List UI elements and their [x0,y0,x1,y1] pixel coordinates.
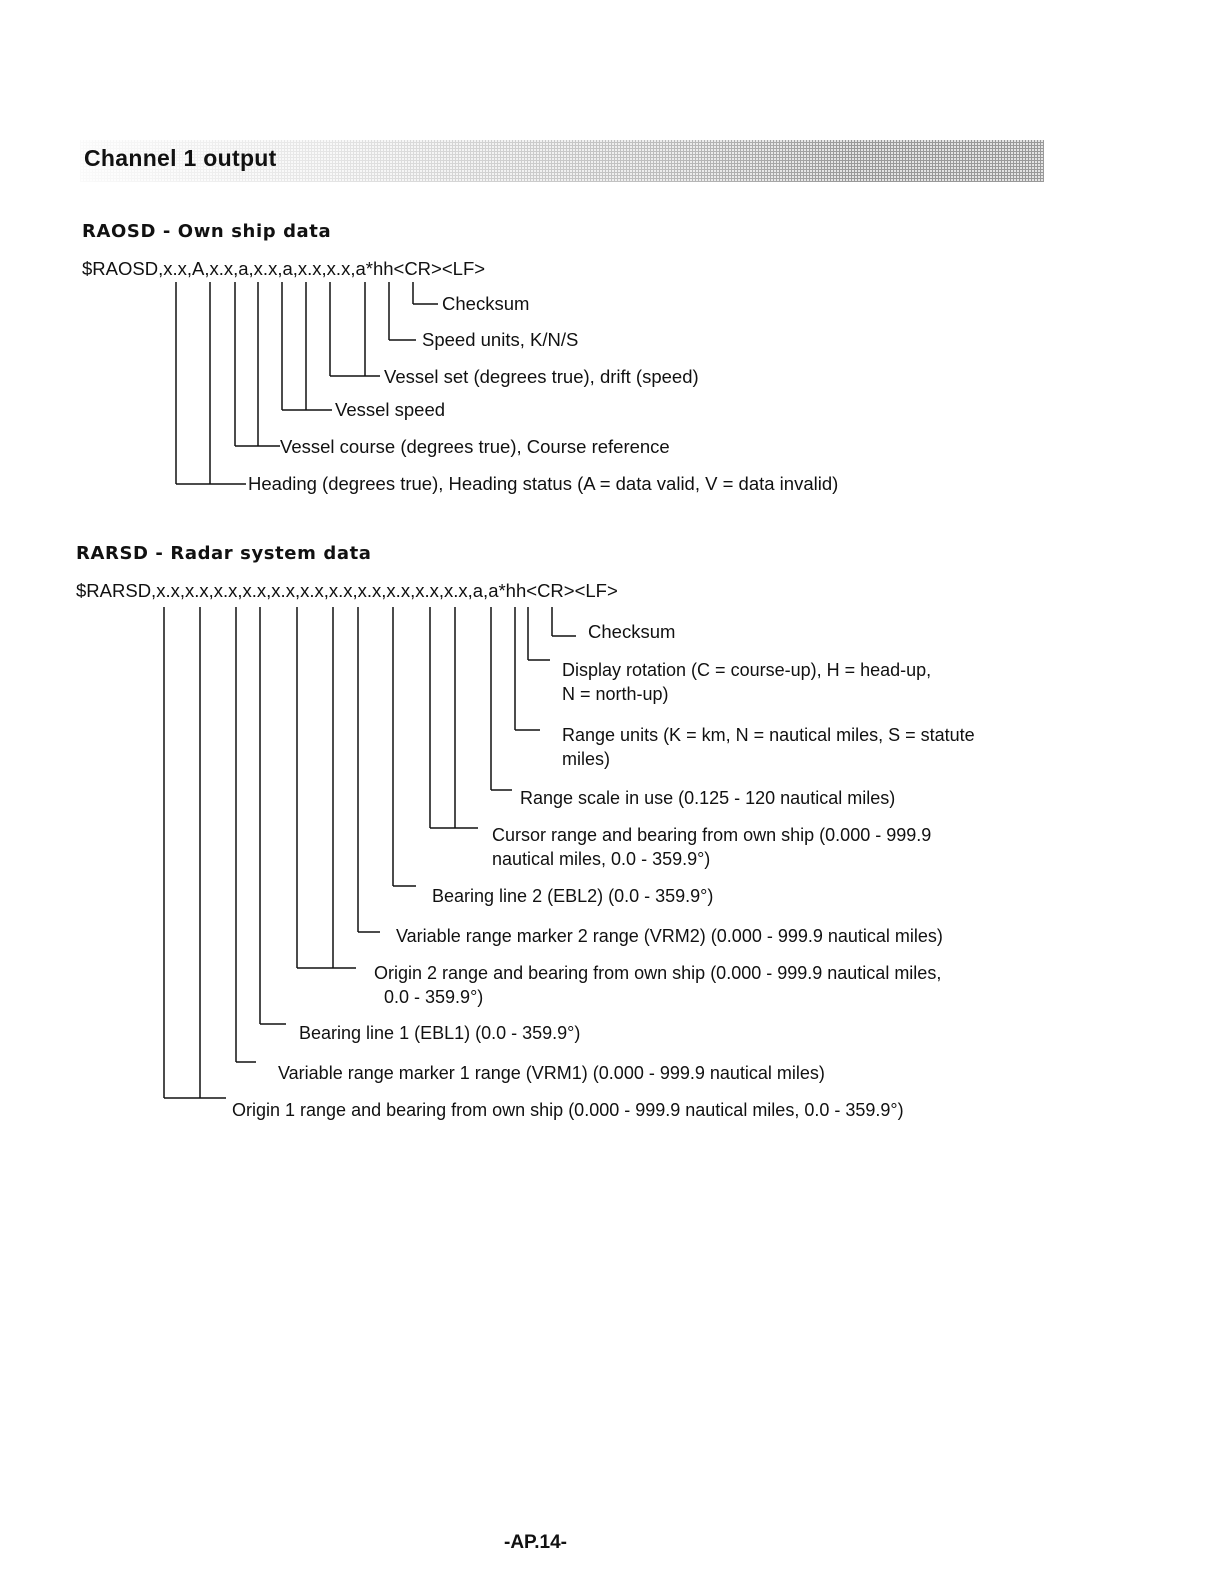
raosd-sentence: $RAOSD,x.x,A,x.x,a,x.x,a,x.x,x.x,a*hh<CR><LF> [82,258,486,279]
rarsd-field-label: Checksum [588,621,676,642]
rarsd-field-label: miles) [562,749,610,769]
raosd-field-label: Speed units, K/N/S [422,329,579,350]
rarsd-field-label: Cursor range and bearing from own ship (0.000 - 999.9 [492,825,932,845]
raosd-field-label: Checksum [442,293,530,314]
rarsd-sentence: $RARSD,x.x,x.x,x.x,x.x,x.x,x.x,x.x,x.x,x.x,x.x,x.x,a,a*hh<CR><LF> [76,580,618,601]
rarsd-field-label: Display rotation (C = course-up), H = head-up, [562,660,932,680]
section-title: Channel 1 output [84,145,277,171]
rarsd-heading: RARSD - Radar system data [76,543,372,564]
rarsd-field-label: Range units (K = km, N = nautical miles, S = statute [562,725,975,745]
raosd-field-label: Vessel speed [335,399,446,420]
page-number: -AP.14- [504,1532,568,1553]
raosd-field-label: Vessel set (degrees true), drift (speed) [384,366,699,387]
rarsd-field-label: 0.0 - 359.9°) [384,987,484,1007]
rarsd-field-label: Origin 1 range and bearing from own ship (0.000 - 999.9 nautical miles, 0.0 - 359.9°) [232,1100,904,1120]
rarsd-field-label: N = north-up) [562,684,669,704]
raosd-field-label: Heading (degrees true), Heading status (A = data valid, V = data invalid) [248,473,839,494]
raosd-field-label: Vessel course (degrees true), Course reference [280,436,670,457]
rarsd-field-label: Bearing line 1 (EBL1) (0.0 - 359.9°) [299,1023,581,1043]
rarsd-field-label: Origin 2 range and bearing from own ship (0.000 - 999.9 nautical miles, [374,963,942,983]
rarsd-field-label: Range scale in use (0.125 - 120 nautical miles) [520,788,896,808]
rarsd-field-label: Bearing line 2 (EBL2) (0.0 - 359.9°) [432,886,714,906]
rarsd-field-label: nautical miles, 0.0 - 359.9°) [492,849,711,869]
rarsd-field-label: Variable range marker 1 range (VRM1) (0.000 - 999.9 nautical miles) [278,1063,825,1083]
raosd-heading: RAOSD - Own ship data [82,221,332,242]
rarsd-field-label: Variable range marker 2 range (VRM2) (0.000 - 999.9 nautical miles) [396,926,943,946]
